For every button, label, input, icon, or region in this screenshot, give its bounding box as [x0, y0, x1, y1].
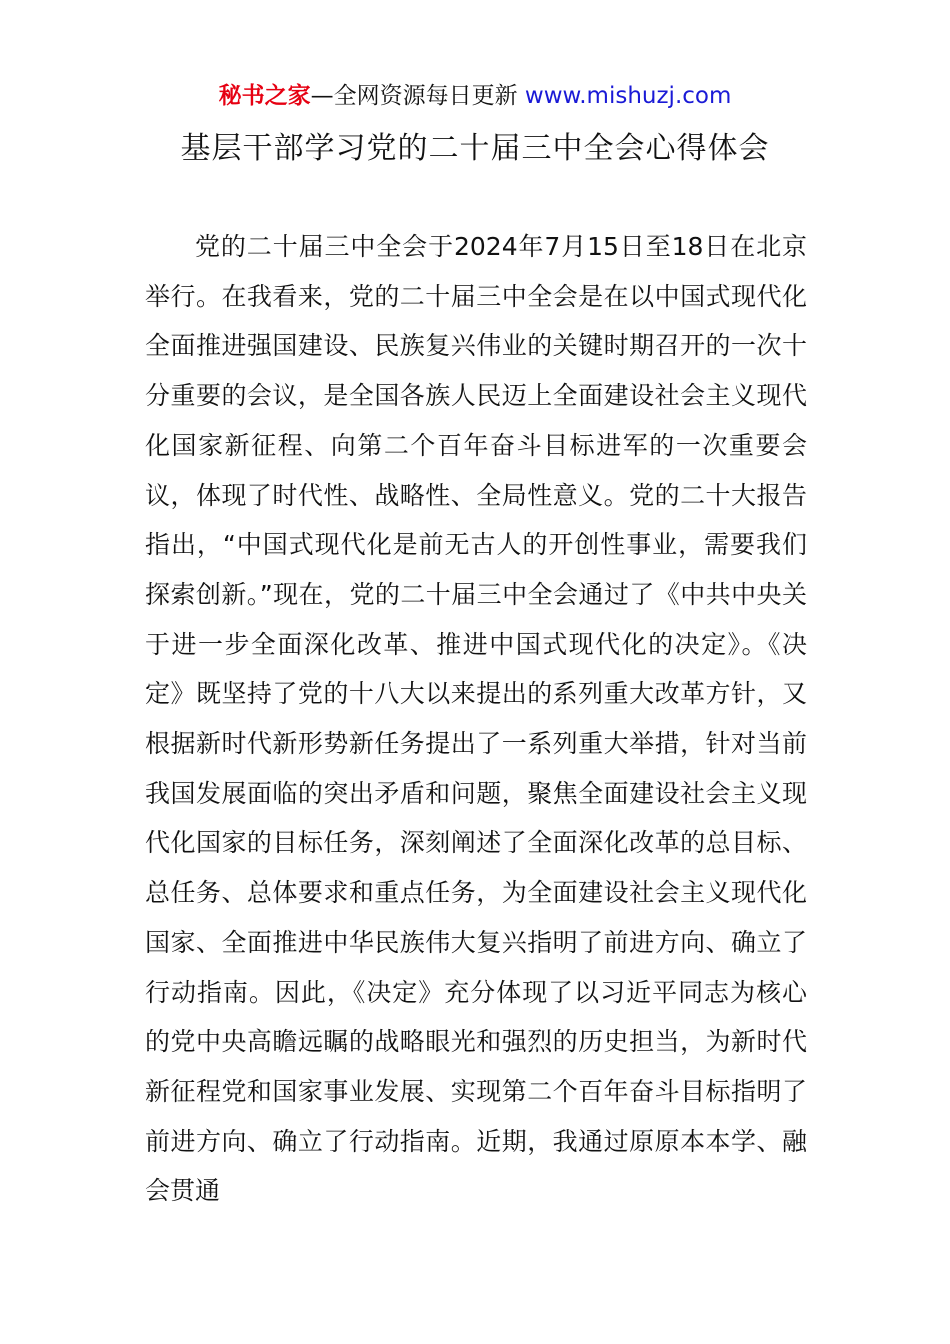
document-title: 基层干部学习党的二十届三中全会心得体会: [180, 131, 770, 166]
site-url-link[interactable]: www.mishuzj.com: [524, 83, 732, 109]
site-tagline: —全网资源每日更新: [310, 83, 525, 109]
site-header: [0, 80, 950, 112]
site-brand: 秘书之家: [218, 83, 311, 109]
body-paragraph: 党的二十届三中全会于2024年7月15日至18日在北京举行。在我看来，党的二十届三中全会是在以中国式现代化全面推进强国建设、民族复兴伟业的关键时期召开的一次十分重要的会议，是全国各族人民迈上全面建设社会主义现代化国家新征程、向第二个百年奋斗目标进军的一次重要会议，体现了时代性、战略性、全局性意义。党的二十大报告指出，“中国式现代化是前无古人的开创性事业，需要我们探索创新。”现在，党的二十届三中全会通过了《中共中央关于进一步全面深化改革、推进中国式现代化的决定》。《决定》既坚持了党的十八大以来提出的系列重大改革方针，又根据新时代新形势新任务提出了一系列重大举措，针对当前我国发展面临的突出矛盾和问题，聚焦全面建设社会主义现代化国家的目标任务，深刻阐述了全面深化改革的总目标、总任务、总体要求和重点任务，为全面建设社会主义现代化国家、全面推进中华民族伟大复兴指明了前进方向、确立了行动指南。因此，《决定》充分体现了以习近平同志为核心的党中央高瞻远瞩的战略眼光和强烈的历史担当，为新时代新征程党和国家事业发展、实现第二个百年奋斗目标指明了前进方向、确立了行动指南。近期，我通过原原本本学、融会贯通: [145, 232, 807, 1206]
